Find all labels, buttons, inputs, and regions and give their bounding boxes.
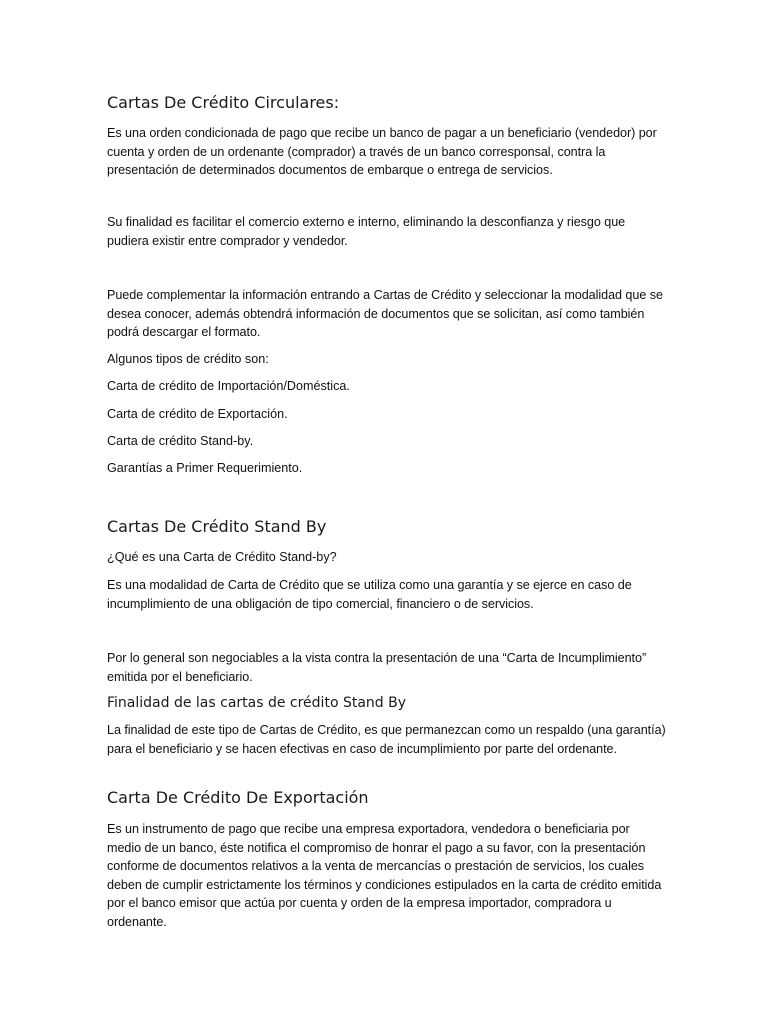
list-item: Garantías a Primer Requerimiento. [107, 461, 303, 475]
paragraph-definicion-stand-by: Es una modalidad de Carta de Crédito que se utiliza como una garantía y se ejerce en caso de incumplimiento de una obligación de tipo comercial, financiero o de servicios. [107, 578, 632, 611]
heading-stand-by: Cartas De Crédito Stand By [107, 517, 327, 536]
list-item: Carta de crédito Stand-by. [107, 434, 254, 448]
heading-cartas-circulares: Cartas De Crédito Circulares: [107, 93, 340, 112]
list-item: Carta de crédito de Exportación. [107, 407, 288, 421]
paragraph-complementar-info: Puede complementar la información entrando a Cartas de Crédito y seleccionar la modalidad que se desea conocer, además obtendrá información de documentos que se solicitan, así como también podrá descargar el formato. [107, 288, 663, 340]
paragraph-definicion-exportacion: Es un instrumento de pago que recibe una empresa exportadora, vendedora o beneficiaria por medio de un banco, éste notifica el compromiso de honrar el pago a su favor, con la presentación conforme de documentos relativos a la venta de mercancías o prestación de servicios, los cuales deben de cumplir estrictamente los términos y condiciones estipulados en la carta de crédito emitida por el banco emisor que actúa por cuenta y orden de la empresa importador, compradora u ordenante. [107, 822, 662, 929]
list-item: Carta de crédito de Importación/Doméstica. [107, 379, 350, 393]
subheading-finalidad-stand-by: Finalidad de las cartas de crédito Stand By [107, 695, 407, 711]
heading-exportacion: Carta De Crédito De Exportación [107, 788, 369, 807]
paragraph-finalidad-circulares: Su finalidad es facilitar el comercio externo e interno, eliminando la desconfianza y riesgo que pudiera existir entre comprador y vendedor. [107, 215, 626, 248]
question-que-es-stand-by: ¿Qué es una Carta de Crédito Stand-by? [107, 550, 337, 564]
paragraph-definicion-circulares: Es una orden condicionada de pago que recibe un banco de pagar a un beneficiario (vendedor) por cuenta y orden de un ordenante (comprador) a través de un banco corresponsal, contra la presentación de determinados documentos de embarque o entrega de servicios. [107, 126, 657, 178]
paragraph-negociables: Por lo general son negociables a la vista contra la presentación de una “Carta de Incumplimiento” emitida por el beneficiario. [107, 651, 647, 684]
list-intro: Algunos tipos de crédito son: [107, 352, 269, 366]
paragraph-finalidad-stand-by: La finalidad de este tipo de Cartas de Crédito, es que permanezcan como un respaldo (una garantía) para el beneficiario y se hacen efectivas en caso de incumplimiento por parte del ordenante. [107, 723, 666, 756]
